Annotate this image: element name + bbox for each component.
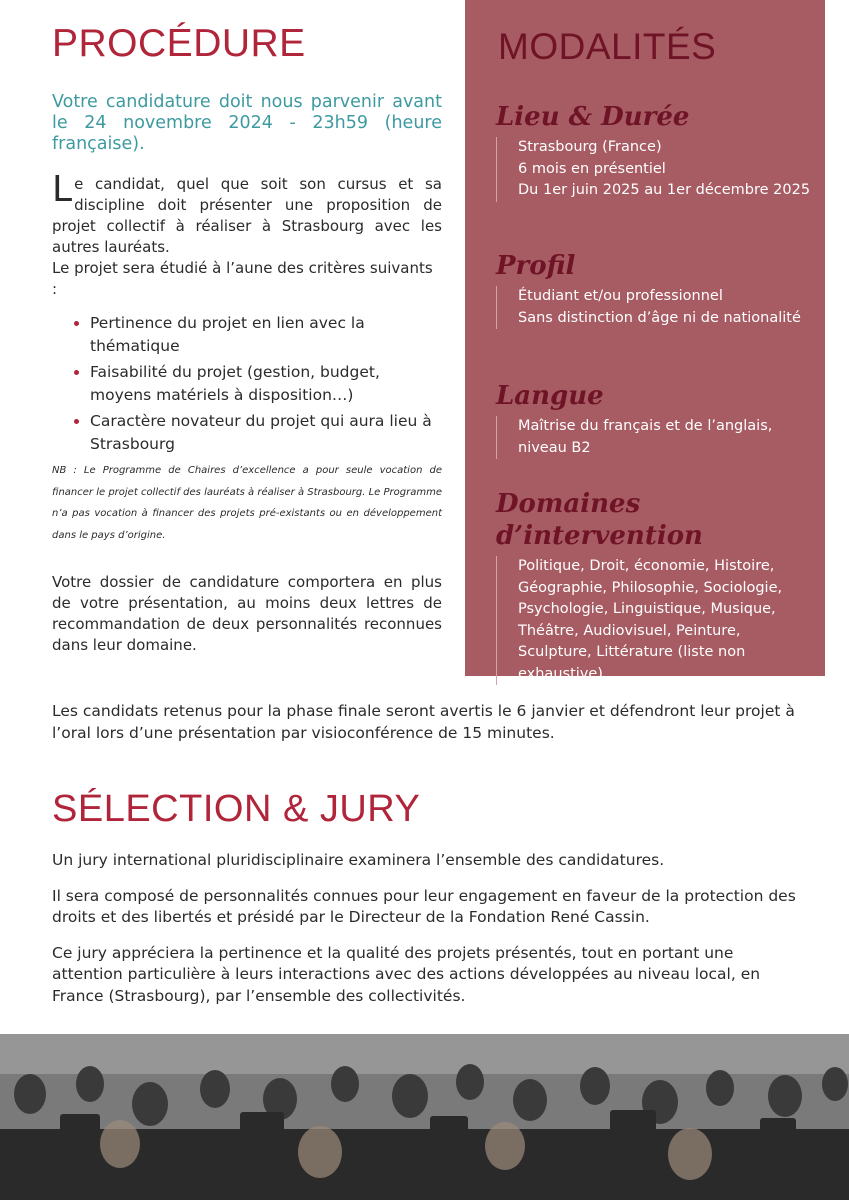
selection-paragraph: Ce jury appréciera la pertinence et la qualité des projets présentés, tout en portant une attention particulière à leurs interactions avec des actions développées au niveau local, en France (Strasbourg), par l’ensemble des collectivités.	[52, 943, 761, 1005]
section-list	[496, 556, 816, 685]
list-item: Maîtrise du français et de l’anglais, niveau B2	[518, 418, 773, 456]
nb-note: NB : Le Programme de Chaires d’excellence a pour seule vocation de financer le projet collectif des lauréats à réaliser à Strasbourg. Le Programme n’a pas vocation à financer des projets pré-existants ou en développement dans le pays d’origine.	[52, 465, 442, 541]
intro-paragraph	[52, 169, 442, 258]
crowd-photo	[0, 1034, 849, 1200]
criteria-item: Caractère novateur du projet qui aura lieu à Strasbourg	[74, 410, 442, 456]
section-title: Langue	[496, 381, 604, 411]
procedure-title: PROCÉDURE	[52, 22, 306, 65]
results-paragraph: Les candidats retenus pour la phase finale seront avertis le 6 janvier et défendront leur projet à l’oral lors d’une présentation par visioconférence de 15 minutes.	[52, 702, 795, 742]
section-list	[496, 137, 816, 202]
criteria-item: Faisabilité du projet (gestion, budget, moyens matériels à disposition…)	[74, 361, 442, 407]
selection-paragraph: Il sera composé de personnalités connues pour leur engagement en faveur de la protection des droits et des libertés et présidé par le Directeur de la Fondation René Cassin.	[52, 886, 796, 926]
section-langue	[496, 380, 816, 459]
selection-body	[52, 850, 802, 1021]
crowd-photo-illustration	[0, 1034, 849, 1200]
list-item: Du 1er juin 2025 au 1er décembre 2025	[518, 182, 811, 198]
deadline-text: Votre candidature doit nous parvenir avant le 24 novembre 2024 - 23h59 (heure française).	[52, 92, 442, 154]
intro-text: e candidat, quel que soit son cursus et sa discipline doit présenter une proposition de projet collectif à réaliser à Strasbourg avec les autres lauréats.	[52, 175, 442, 256]
list-item: Sans distinction d’âge ni de nationalité	[518, 309, 801, 326]
modalites-panel	[465, 0, 825, 682]
dossier-paragraph: Votre dossier de candidature comportera en plus de votre présentation, au moins deux lettres de recommandation de deux personnalités reconnues dans leur domaine.	[52, 573, 442, 654]
selection-title: SÉLECTION & JURY	[52, 788, 421, 830]
modalites-title: MODALITÉS	[498, 26, 717, 67]
list-item: Politique, Droit, économie, Histoire, Géographie, Philosophie, Sociologie, Psychologie, Linguistique, Musique, Théâtre, Audiovisuel, Peinture, Sculpture, Littérature (liste non exhaustive).	[518, 558, 783, 682]
section-profil	[496, 250, 816, 329]
section-list	[496, 286, 816, 329]
section-lieu-duree	[496, 101, 816, 202]
list-item: Étudiant et/ou professionnel	[518, 288, 723, 304]
list-item: 6 mois en présentiel	[518, 160, 666, 177]
section-title: Lieu & Durée	[496, 102, 690, 132]
section-title: Domaines d’intervention	[496, 489, 703, 551]
section-domaines	[496, 488, 816, 685]
criteria-list	[52, 312, 442, 456]
section-title: Profil	[496, 251, 576, 281]
list-item: Strasbourg (France)	[518, 139, 662, 155]
criteria-intro: Le projet sera étudié à l’aune des critères suivants :	[52, 259, 433, 298]
criteria-item: Pertinence du projet en lien avec la thématique	[74, 312, 442, 358]
section-list	[496, 416, 816, 459]
selection-paragraph: Un jury international pluridisciplinaire examinera l’ensemble des candidatures.	[52, 851, 665, 869]
drop-cap: L	[52, 169, 73, 210]
procedure-body	[52, 169, 442, 459]
